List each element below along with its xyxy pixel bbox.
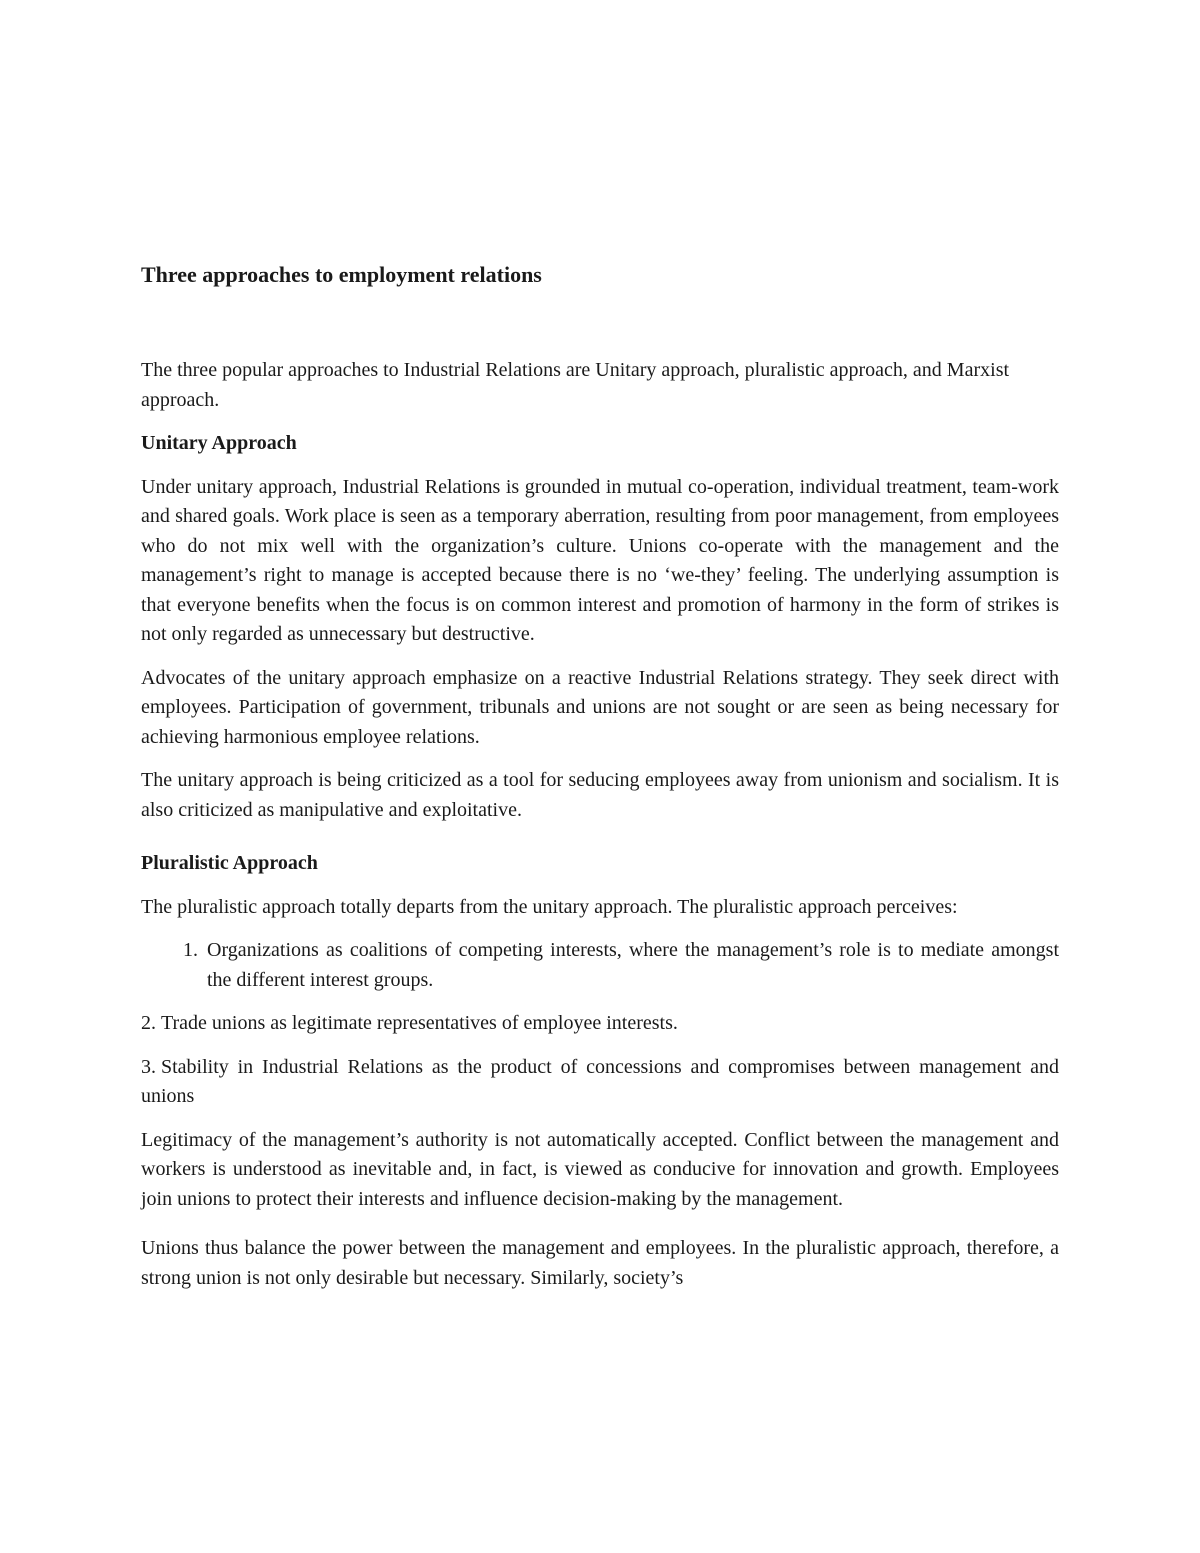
document-title: Three approaches to employment relations xyxy=(141,262,542,287)
pluralistic-list xyxy=(141,936,1059,995)
pluralistic-point-3 xyxy=(141,1053,1059,1112)
pluralistic-paragraph-1: Legitimacy of the management’s authority is not automatically accepted. Conflict between the management and workers is understood as inevitable and, in fact, is viewed as conducive for innovation and growth. Employees join unions to protect their interests and influence decision-making by the management. xyxy=(141,1128,1059,1210)
document-body xyxy=(141,356,1059,1307)
unitary-paragraph-1: Under unitary approach, Industrial Relations is grounded in mutual co-operation, individual treatment, team-work and shared goals. Work place is seen as a temporary aberration, resulting from poor management, from employees who do not mix well with the organization’s culture. Unions co-operate with the management and the management’s right to manage is accepted because there is no ‘we-they’ feeling. The underlying assumption is that everyone benefits when the focus is on common interest and promotion of harmony in the form of strikes is not only regarded as unnecessary but destructive. xyxy=(141,475,1059,645)
unitary-paragraph-2: Advocates of the unitary approach emphasize on a reactive Industrial Relations strategy. They seek direct with employees. Participation of government, tribunals and unions are not sought or are seen as being necessary for achieving harmonious employee relations. xyxy=(141,666,1059,748)
pluralistic-heading: Pluralistic Approach xyxy=(141,852,318,874)
pluralistic-intro: The pluralistic approach totally departs from the unitary approach. The pluralistic approach perceives: xyxy=(141,895,958,918)
unitary-paragraph-3: The unitary approach is being criticized as a tool for seducing employees away from unionism and socialism. It is also criticized as manipulative and exploitative. xyxy=(141,769,1059,821)
intro-paragraph: The three popular approaches to Industrial Relations are Unitary approach, pluralistic approach, and Marxist approach. xyxy=(141,359,1010,411)
point-number: 3. xyxy=(141,1055,156,1078)
point-number: 2. xyxy=(141,1012,156,1034)
point-text: Stability in Industrial Relations as the product of concessions and compromises between management and unions xyxy=(141,1055,1059,1107)
point-text: Trade unions as legitimate representatives of employee interests. xyxy=(161,1012,678,1034)
pluralistic-paragraph-2: Unions thus balance the power between the management and employees. In the pluralistic approach, therefore, a strong union is not only desirable but necessary. Similarly, society’s xyxy=(141,1237,1059,1289)
unitary-heading: Unitary Approach xyxy=(141,432,297,454)
list-item: 1. Organizations as coalitions of competing interests, where the management’s role is to mediate amongst the different interest groups. xyxy=(203,936,1059,995)
pluralistic-point-2 xyxy=(141,1009,1059,1039)
